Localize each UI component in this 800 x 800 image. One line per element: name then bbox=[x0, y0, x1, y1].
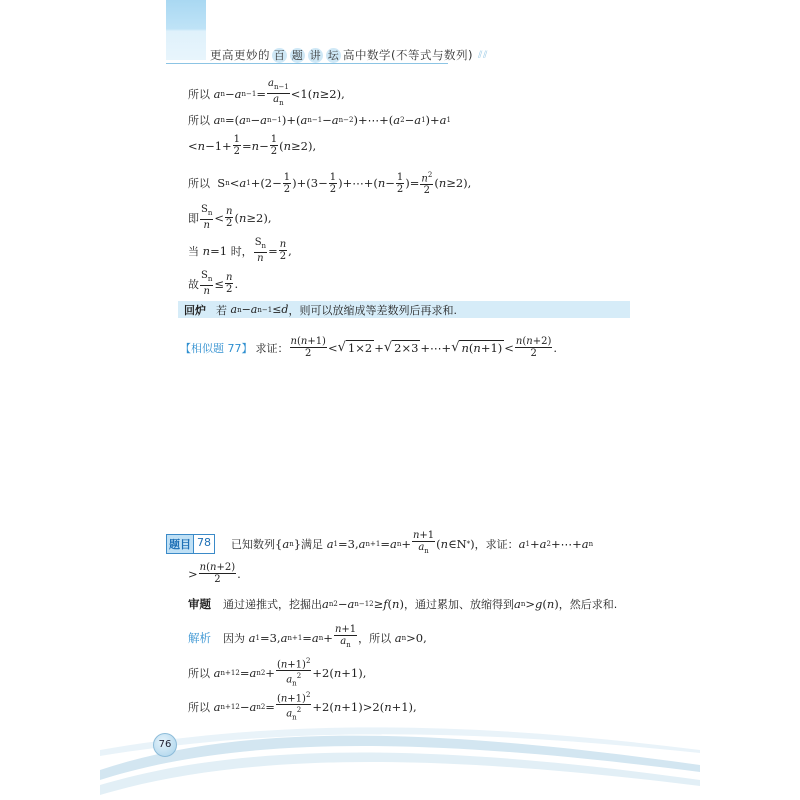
problem-text: ，求证： bbox=[474, 537, 519, 551]
header-circled-char: 百 bbox=[273, 48, 286, 62]
header-circled-char: 坛 bbox=[327, 48, 340, 62]
similar-problem-text: 求证： bbox=[255, 341, 289, 355]
line-mid: 时， bbox=[230, 244, 253, 258]
header-divider bbox=[166, 63, 448, 64]
problem-badge bbox=[166, 534, 215, 554]
derivation-line-6: 当 n =1 时， $\frac{S_n}{n}$ = $\frac{n}{2}$ , bbox=[188, 237, 292, 264]
header-title-pre: 更高更妙的 bbox=[210, 48, 270, 62]
line-prefix: 所以 bbox=[188, 666, 210, 680]
solution-text: ，所以 bbox=[358, 631, 392, 645]
review-text: ，然后求和. bbox=[558, 598, 618, 611]
solution-line-2: 所以 a n+1 2 = a n 2 + $\frac{(n+1)^2}{a_n^2}$ +2( n +1), bbox=[188, 657, 367, 688]
line-prefix: 所以 bbox=[188, 87, 210, 101]
line-prefix: 所以 bbox=[188, 177, 210, 191]
review-note-box: 回炉 若 a n − a n−1 ≤ d ，则可以放缩成等差数列后再求和. bbox=[178, 301, 630, 318]
line-prefix: 当 bbox=[188, 244, 199, 258]
derivation-line-5: 即 $\frac{S_n}{n}$ < $\frac{n}{2}$ ( n ≥2), bbox=[188, 204, 272, 231]
similar-problem: 【相似题 77】 求证： $\frac{n(n+1)}{2}$ < √ 1×2 + √ 2×3 +⋯+ √ n(n+1) < $\frac{n(n+2)}{2}$ . bbox=[180, 336, 558, 359]
header-decoration-icon: ⫽⫽ bbox=[477, 49, 488, 61]
solution-line-3: 所以 a n+1 2 − a n 2 = $\frac{(n+1)^2}{a_n^2}$ +2( n +1)>2( n +1), bbox=[188, 691, 417, 722]
header-title-post: 高中数学(不等式与数列) bbox=[343, 48, 473, 62]
review-text: 通过递推式，挖掘出 bbox=[223, 598, 322, 611]
line-prefix: 即 bbox=[188, 211, 199, 225]
header-circled-char: 讲 bbox=[309, 48, 322, 62]
derivation-line-2: 所以 a n =( a n − a n−1 )+( a n−1 − a n−2 )+⋯+( a 2 − a 1 )+ a 1 bbox=[188, 113, 451, 127]
review-label: 审题 bbox=[188, 597, 211, 611]
page-number: 76 bbox=[153, 733, 177, 757]
problem-badge-number: 78 bbox=[193, 535, 214, 553]
line-prefix: 所以 bbox=[188, 114, 210, 127]
similar-problem-label: 【相似题 77】 bbox=[180, 341, 253, 355]
footer-wave-decoration bbox=[0, 720, 800, 800]
line-prefix: 所以 bbox=[188, 700, 210, 714]
solution-label: 解析 bbox=[188, 630, 211, 645]
derivation-line-7: 故 $\frac{S_n}{n}$ ≤ $\frac{n}{2}$ . bbox=[188, 270, 239, 297]
solution-line-1: 解析 因为 a 1 =3, a n+1 = a n + $\frac{n+1}{a_n}$ ，所以 a n >0, bbox=[188, 624, 427, 649]
solution-text: 因为 bbox=[223, 631, 245, 645]
line-prefix: 故 bbox=[188, 277, 199, 291]
note-text: ，则可以放缩成等差数列后再求和. bbox=[288, 303, 457, 317]
problem-text: 满足 bbox=[301, 537, 324, 551]
review-line: 审题 通过递推式，挖掘出 a n 2 − a n−1 2 ≥ f ( n ) ，通过累加、放缩得到 a n > g ( n ) ，然后求和. bbox=[188, 597, 618, 611]
derivation-line-4: 所以 S n < a 1 +(2− $\frac{1}{2}$ )+(3− $\frac{1}{2}$ )+⋯+( n − $\frac{1}{2}$ )= $\frac{n^2}{2}$ ( n ≥2), bbox=[188, 171, 472, 197]
problem-text: 已知数列 bbox=[231, 537, 275, 551]
note-text: 若 bbox=[216, 303, 227, 317]
review-text: ，通过累加、放缩得到 bbox=[403, 598, 514, 611]
derivation-line-3: < n −1+ $\frac{1}{2}$ = n − $\frac{1}{2}$ ( n ≥2), bbox=[188, 134, 317, 157]
problem-78-statement-cont: > $\frac{n(n+2)}{2}$ . bbox=[188, 562, 241, 585]
problem-78-statement: 题目 78 已知数列 { a n } 满足 a 1 =3, a n+1 = a n + $\frac{n+1}{a_n}$ ( n ∈N * ) ，求证： a 1 + a 2 +⋯+ a n bbox=[166, 530, 593, 557]
running-header bbox=[210, 47, 488, 63]
header-color-band bbox=[166, 0, 206, 60]
derivation-line-1: 所以 a n − a n−1 = $\frac{a_{n-1}}{a_n}$ <1( n ≥2), bbox=[188, 78, 345, 107]
header-circled-char: 题 bbox=[291, 48, 304, 62]
problem-badge-label: 题目 bbox=[167, 535, 193, 553]
note-label: 回炉 bbox=[184, 303, 206, 317]
